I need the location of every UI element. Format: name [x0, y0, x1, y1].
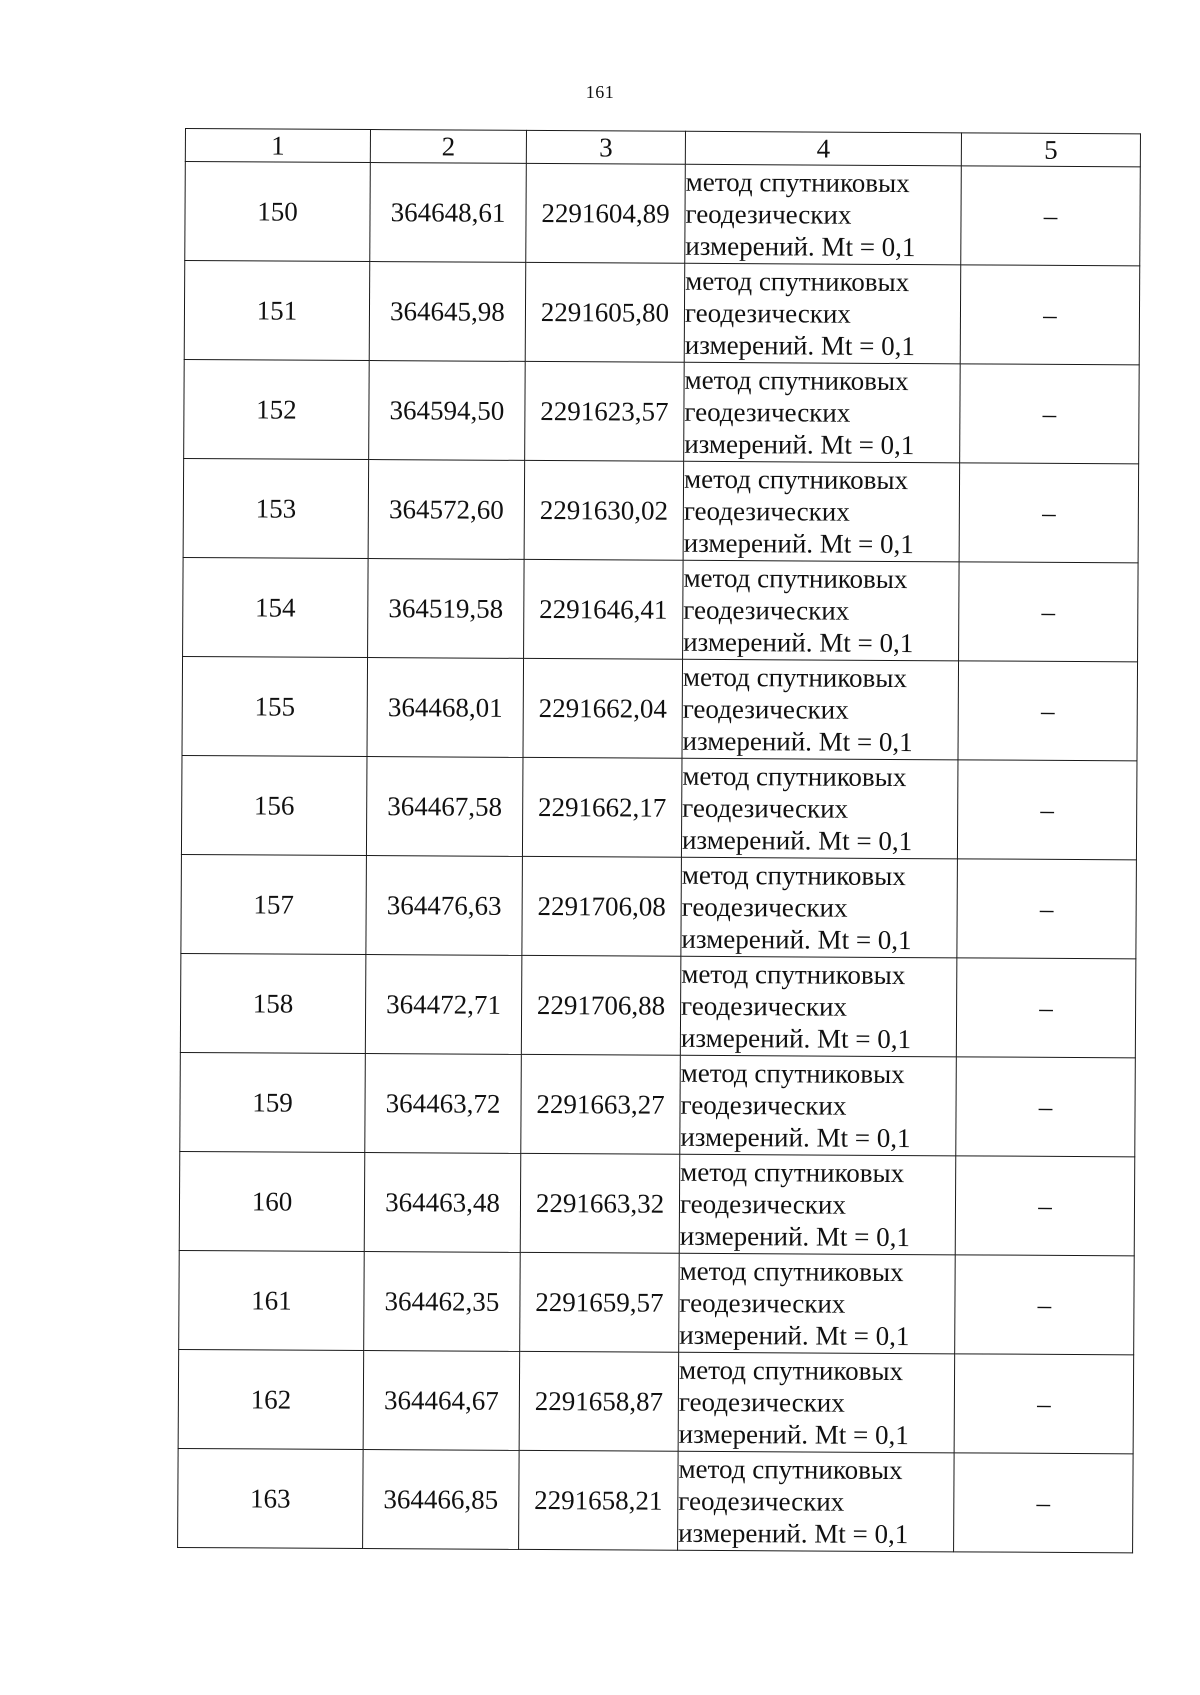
note-cell: – — [955, 1156, 1135, 1256]
note-cell: – — [956, 958, 1136, 1058]
point-number-cell: 155 — [182, 656, 368, 756]
method-cell — [685, 164, 962, 265]
page-number: 161 — [585, 82, 615, 102]
y-coordinate-cell: 2291658,87 — [519, 1351, 679, 1451]
y-coordinate-cell: 2291658,21 — [519, 1450, 679, 1550]
table-row — [181, 854, 1137, 958]
note-cell: – — [959, 463, 1139, 563]
method-text-line: измерений. Mt = 0,1 — [680, 1022, 912, 1055]
point-number-cell: 163 — [178, 1448, 364, 1548]
method-text-line: измерений. Mt = 0,1 — [679, 1319, 910, 1352]
method-text-line: метод спутниковых — [679, 1255, 904, 1288]
method-text-line: геодезических — [684, 297, 851, 329]
table-row — [178, 1349, 1134, 1453]
method-text-line: метод спутниковых — [684, 364, 909, 397]
x-coordinate-cell: 364468,01 — [367, 658, 524, 758]
method-text-line: геодезических — [682, 693, 849, 725]
table-row — [178, 1448, 1134, 1552]
method-text-line: метод спутниковых — [685, 166, 910, 199]
method-text-line: измерений. Mt = 0,1 — [681, 824, 913, 857]
y-coordinate-cell: 2291662,04 — [523, 658, 683, 758]
x-coordinate-cell: 364648,61 — [370, 163, 527, 263]
method-text-line: измерений. Mt = 0,1 — [678, 1418, 909, 1451]
point-number-cell: 159 — [180, 1052, 366, 1152]
method-text-line: измерений. Mt = 0,1 — [685, 230, 916, 263]
method-cell — [681, 758, 958, 859]
method-text-line: геодезических — [678, 1386, 845, 1418]
method-text-line: измерений. Mt = 0,1 — [682, 725, 913, 758]
y-coordinate-cell: 2291604,89 — [526, 163, 686, 263]
y-coordinate-cell: 2291663,27 — [521, 1054, 681, 1154]
method-text-line: измерений. Mt = 0,1 — [681, 923, 912, 956]
method-text-line: измерений. Mt = 0,1 — [684, 329, 916, 362]
point-number-cell: 151 — [184, 261, 370, 361]
method-cell — [678, 1451, 955, 1552]
method-text-line: метод спутниковых — [682, 760, 907, 793]
method-text-line: измерений. Mt = 0,1 — [680, 1121, 911, 1154]
coordinates-table — [177, 128, 1141, 1553]
method-cell — [684, 263, 961, 364]
table-row — [181, 755, 1137, 859]
method-cell — [679, 1253, 956, 1354]
note-cell: – — [961, 166, 1141, 266]
method-text-line: измерений. Mt = 0,1 — [683, 527, 914, 560]
x-coordinate-cell: 364519,58 — [368, 559, 525, 659]
y-coordinate-cell: 2291663,32 — [520, 1153, 680, 1253]
table-row — [184, 261, 1140, 365]
method-cell — [683, 560, 960, 661]
method-text-line: геодезических — [679, 1188, 846, 1220]
note-cell: – — [954, 1354, 1134, 1454]
method-text-line: метод спутниковых — [680, 1057, 905, 1090]
method-text-line: метод спутниковых — [683, 463, 909, 496]
table-header — [185, 129, 1140, 167]
point-number-cell: 152 — [184, 359, 370, 459]
method-text-line: геодезических — [685, 198, 852, 230]
method-cell — [684, 362, 961, 463]
method-cell — [680, 1055, 957, 1156]
y-coordinate-cell: 2291659,57 — [520, 1252, 680, 1352]
x-coordinate-cell: 364463,48 — [364, 1153, 521, 1253]
point-number-cell: 158 — [180, 953, 366, 1053]
table-row — [180, 953, 1136, 1057]
table-row — [179, 1151, 1135, 1255]
note-cell: – — [958, 661, 1138, 761]
note-cell: – — [960, 265, 1140, 365]
header-col-2: 2 — [370, 130, 526, 164]
method-text-line: измерений. Mt = 0,1 — [679, 1220, 911, 1253]
method-text-line: метод спутниковых — [685, 265, 910, 298]
method-cell — [682, 659, 959, 760]
method-text-line: метод спутниковых — [683, 562, 908, 595]
method-text-line: геодезических — [683, 495, 850, 527]
point-number-cell: 162 — [178, 1349, 364, 1449]
x-coordinate-cell: 364467,58 — [366, 757, 523, 857]
method-text-line: метод спутниковых — [682, 661, 908, 694]
note-cell: – — [959, 562, 1139, 662]
method-text-line: геодезических — [681, 990, 848, 1022]
method-text-line: геодезических — [679, 1287, 846, 1319]
method-text-line: геодезических — [684, 396, 851, 428]
x-coordinate-cell: 364594,50 — [369, 361, 526, 461]
method-text-line: геодезических — [680, 1089, 847, 1121]
x-coordinate-cell: 364466,85 — [363, 1450, 520, 1550]
y-coordinate-cell: 2291706,88 — [521, 955, 681, 1055]
method-text-line: геодезических — [681, 891, 848, 923]
method-text-line: измерений. Mt = 0,1 — [683, 626, 914, 659]
method-cell — [678, 1352, 955, 1453]
method-text-line: геодезических — [678, 1485, 845, 1517]
table-row — [184, 359, 1140, 463]
method-text-line: метод спутниковых — [678, 1354, 904, 1387]
method-text-line: метод спутниковых — [678, 1453, 903, 1486]
header-col-1: 1 — [185, 129, 370, 163]
method-text-line: измерений. Mt = 0,1 — [678, 1517, 909, 1550]
method-text-line: геодезических — [683, 594, 850, 626]
method-cell — [680, 956, 957, 1057]
y-coordinate-cell: 2291630,02 — [524, 460, 684, 560]
x-coordinate-cell: 364476,63 — [366, 856, 523, 956]
table-row — [180, 1052, 1136, 1156]
note-cell: – — [954, 1453, 1134, 1553]
method-cell — [681, 857, 958, 958]
table-row — [185, 162, 1141, 266]
x-coordinate-cell: 364645,98 — [369, 262, 526, 362]
y-coordinate-cell: 2291605,80 — [525, 262, 685, 362]
x-coordinate-cell: 364463,72 — [365, 1054, 522, 1154]
header-col-4: 4 — [685, 131, 961, 166]
point-number-cell: 154 — [183, 557, 369, 657]
y-coordinate-cell: 2291623,57 — [525, 361, 685, 461]
x-coordinate-cell: 364462,35 — [364, 1252, 521, 1352]
method-cell — [683, 461, 960, 562]
note-cell: – — [960, 364, 1140, 464]
x-coordinate-cell: 364472,71 — [365, 955, 522, 1055]
note-cell: – — [957, 760, 1137, 860]
method-text-line: измерений. Mt = 0,1 — [684, 428, 915, 461]
note-cell: – — [956, 1057, 1136, 1157]
point-number-cell: 161 — [179, 1250, 365, 1350]
method-text-line: геодезических — [682, 792, 849, 824]
point-number-cell: 156 — [181, 755, 367, 855]
point-number-cell: 160 — [179, 1151, 365, 1251]
point-number-cell: 157 — [181, 854, 367, 954]
x-coordinate-cell: 364572,60 — [368, 460, 525, 560]
method-text-line: метод спутниковых — [680, 1156, 905, 1189]
point-number-cell: 150 — [185, 162, 371, 262]
method-text-line: метод спутниковых — [681, 958, 906, 991]
method-cell — [679, 1154, 956, 1255]
note-cell: – — [957, 859, 1137, 959]
note-cell: – — [955, 1255, 1135, 1355]
table-row — [182, 656, 1138, 760]
table-row — [183, 458, 1139, 562]
header-row — [185, 129, 1140, 167]
table-body — [178, 162, 1141, 1553]
method-text-line: метод спутниковых — [681, 859, 906, 892]
x-coordinate-cell: 364464,67 — [363, 1351, 520, 1451]
table-row — [183, 557, 1139, 661]
y-coordinate-cell: 2291662,17 — [522, 757, 682, 857]
header-col-5: 5 — [961, 133, 1140, 167]
header-col-3: 3 — [526, 130, 685, 164]
table-row — [179, 1250, 1135, 1354]
point-number-cell: 153 — [183, 458, 369, 558]
y-coordinate-cell: 2291646,41 — [524, 559, 684, 659]
y-coordinate-cell: 2291706,08 — [522, 856, 682, 956]
